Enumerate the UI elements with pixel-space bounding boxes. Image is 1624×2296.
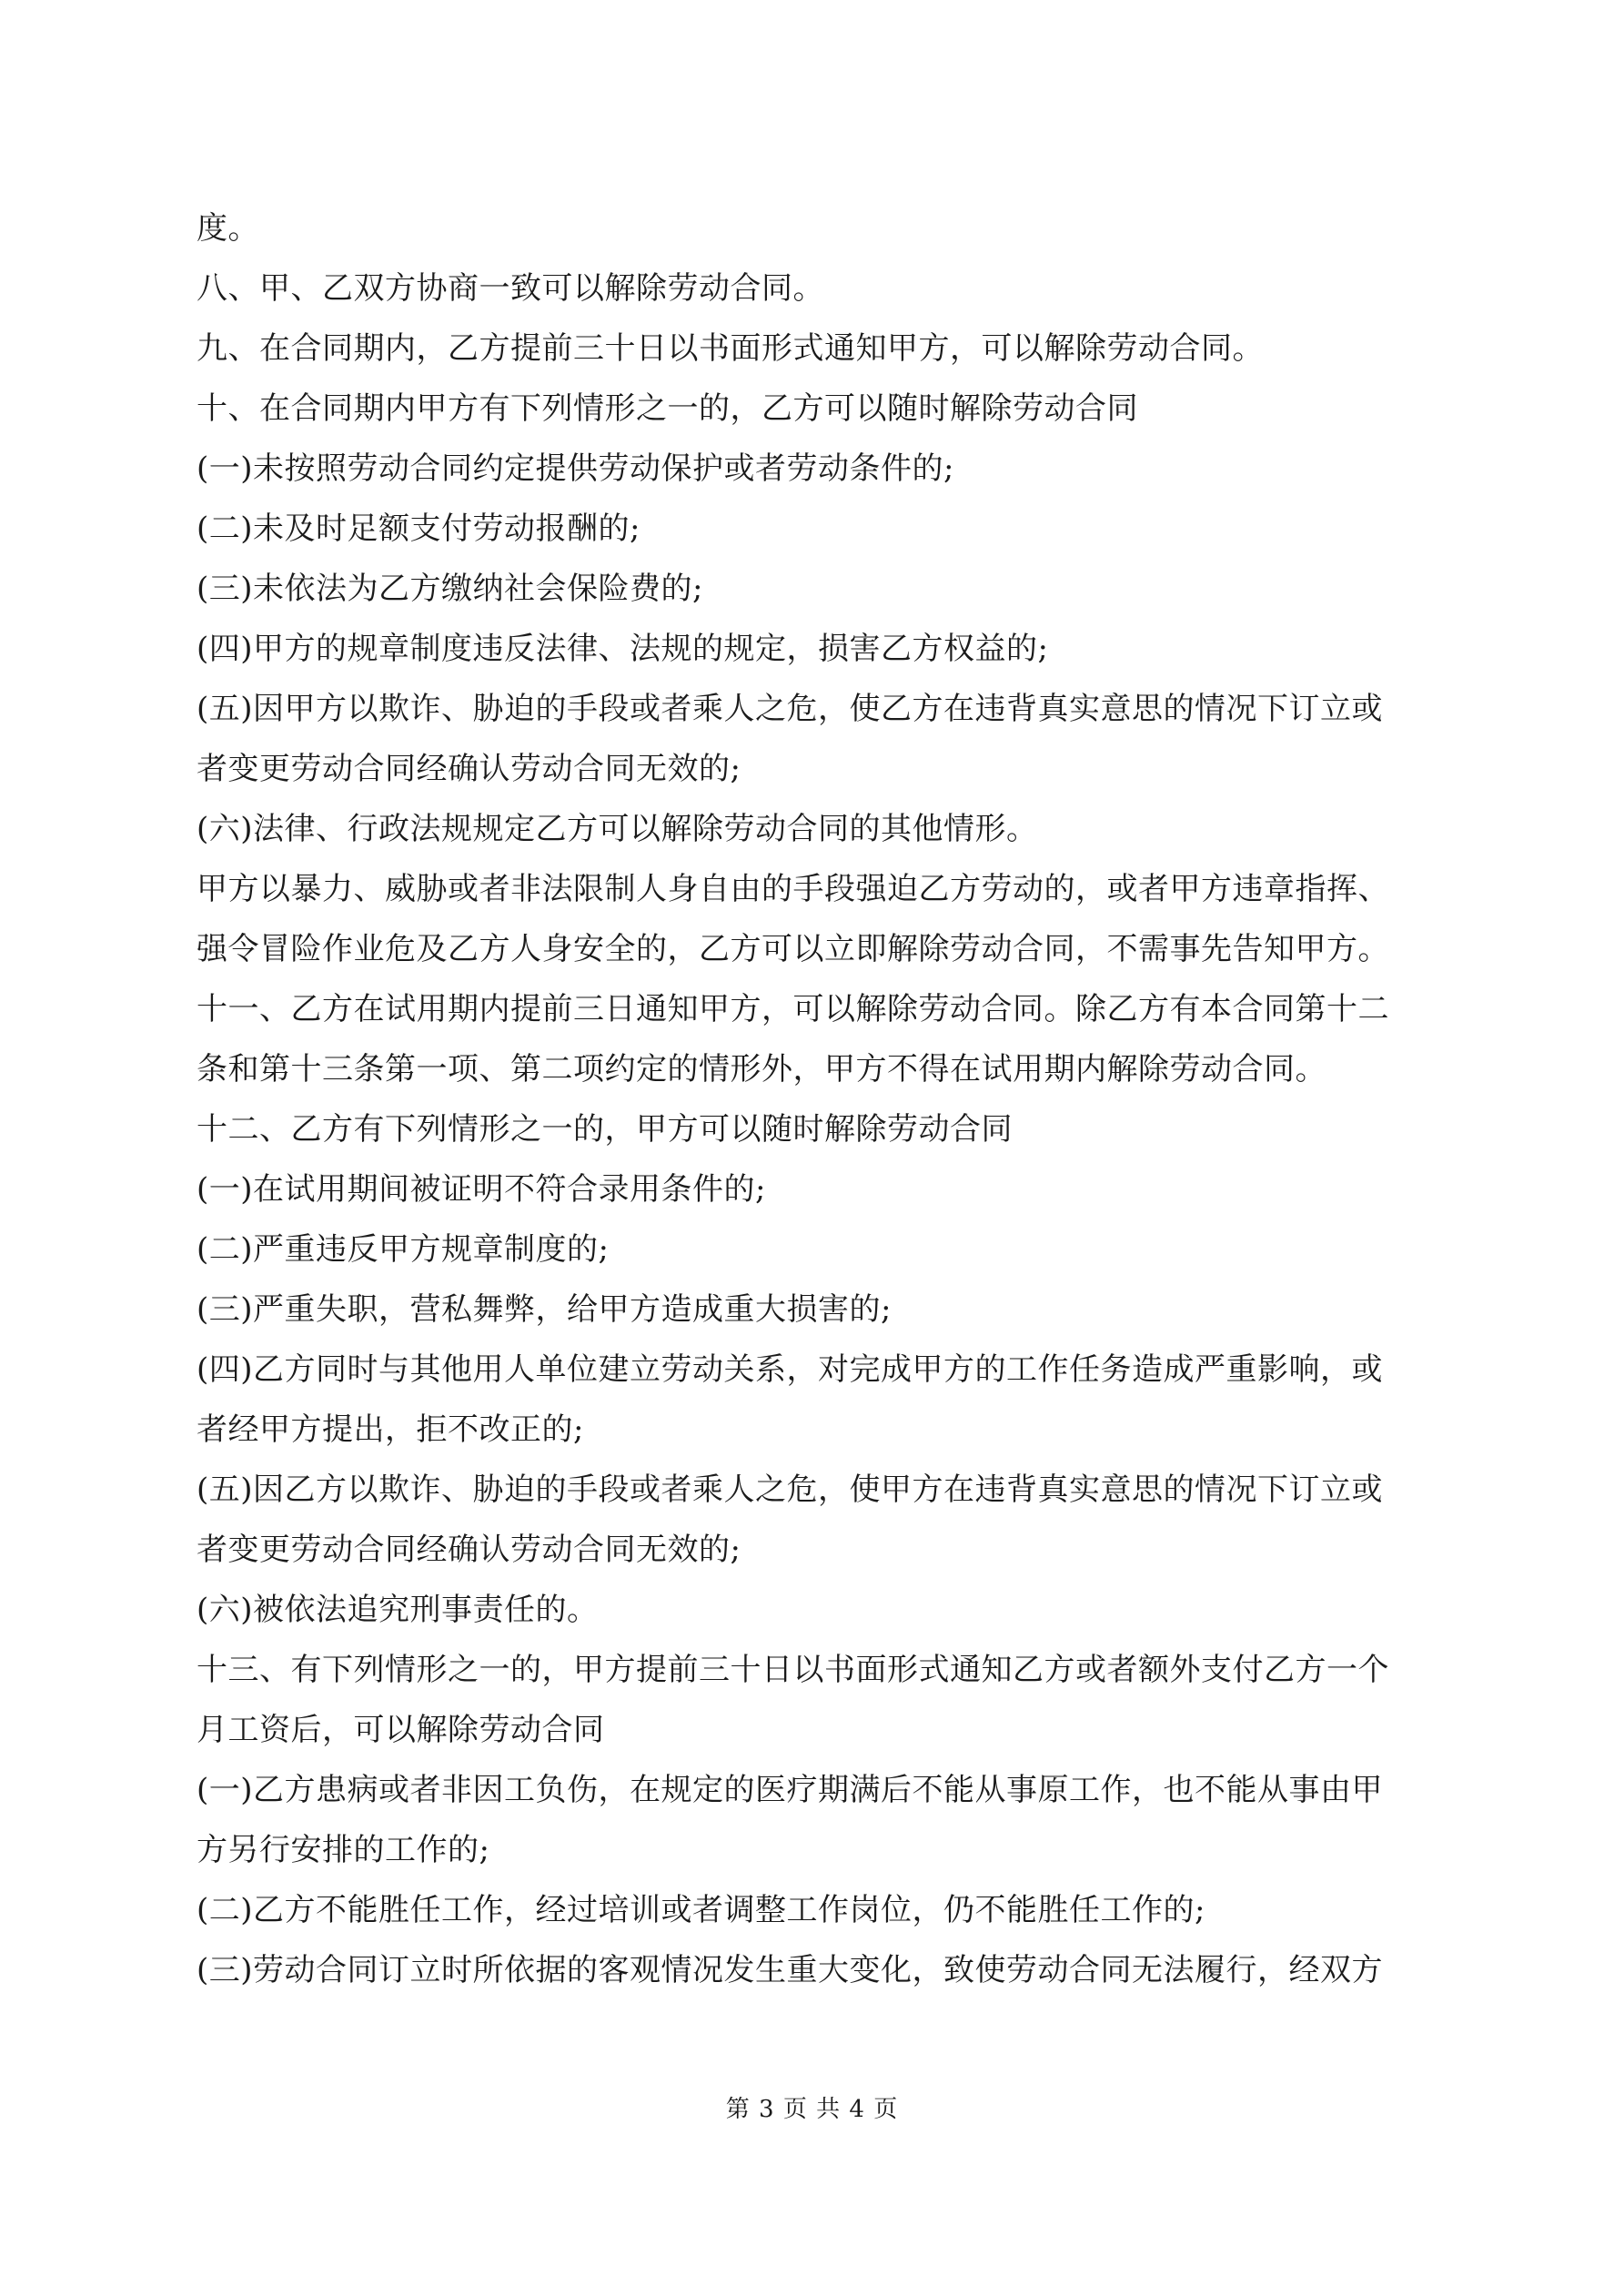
text-line: 甲方以暴力、威胁或者非法限制人身自由的手段强迫乙方劳动的，或者甲方违章指挥、	[197, 871, 1389, 907]
text-line: 方另行安排的工作的;	[197, 1832, 490, 1868]
text-line: 八、甲、乙双方协商一致可以解除劳动合同。	[197, 270, 824, 307]
text-line: (三)劳动合同订立时所依据的客观情况发生重大变化，致使劳动合同无法履行，经双方	[197, 1952, 1384, 1988]
text-line: (二)未及时足额支付劳动报酬的;	[197, 511, 641, 547]
text-line: (四)甲方的规章制度违反法律、法规的规定，损害乙方权益的;	[197, 631, 1049, 667]
text-line: (二)乙方不能胜任工作，经过培训或者调整工作岗位，仍不能胜任工作的;	[197, 1892, 1205, 1928]
text-line: (一)未按照劳动合同约定提供劳动保护或者劳动条件的;	[197, 450, 954, 487]
text-line: (一)乙方患病或者非因工负伤，在规定的医疗期满后不能从事原工作，也不能从事由甲	[197, 1772, 1384, 1808]
document-body	[197, 198, 1443, 2000]
text-line: 十二、乙方有下列情形之一的，甲方可以随时解除劳动合同	[197, 1111, 1013, 1148]
text-line: 度。	[197, 210, 259, 247]
text-line: (四)乙方同时与其他用人单位建立劳动关系，对完成甲方的工作任务造成严重影响，或	[197, 1351, 1384, 1388]
text-line: 条和第十三条第一项、第二项约定的情形外，甲方不得在试用期内解除劳动合同。	[197, 1051, 1326, 1087]
text-line: 九、在合同期内，乙方提前三十日以书面形式通知甲方，可以解除劳动合同。	[197, 330, 1264, 367]
text-line: (三)未依法为乙方缴纳社会保险费的;	[197, 571, 703, 607]
text-line: (三)严重失职，营私舞弊，给甲方造成重大损害的;	[197, 1291, 892, 1328]
text-line: 者变更劳动合同经确认劳动合同无效的;	[197, 751, 741, 787]
text-line: 十一、乙方在试用期内提前三日通知甲方，可以解除劳动合同。除乙方有本合同第十二	[197, 991, 1389, 1027]
text-line: 强令冒险作业危及乙方人身安全的，乙方可以立即解除劳动合同，不需事先告知甲方。	[197, 931, 1389, 967]
text-line: 者变更劳动合同经确认劳动合同无效的;	[197, 1532, 741, 1568]
text-line: (五)因甲方以欺诈、胁迫的手段或者乘人之危，使乙方在违背真实意思的情况下订立或	[197, 691, 1384, 727]
text-line: (一)在试用期间被证明不符合录用条件的;	[197, 1171, 766, 1208]
text-line: 十三、有下列情形之一的，甲方提前三十日以书面形式通知乙方或者额外支付乙方一个	[197, 1652, 1389, 1688]
text-line: (六)法律、行政法规规定乙方可以解除劳动合同的其他情形。	[197, 811, 1038, 847]
text-line: 月工资后，可以解除劳动合同	[197, 1712, 605, 1748]
text-line: (五)因乙方以欺诈、胁迫的手段或者乘人之危，使甲方在违背真实意思的情况下订立或	[197, 1472, 1384, 1508]
text-line: (二)严重违反甲方规章制度的;	[197, 1231, 610, 1268]
text-line: 者经甲方提出，拒不改正的;	[197, 1411, 584, 1448]
page-number-footer: 第 3 页 共 4 页	[725, 2096, 899, 2123]
text-line: 十、在合同期内甲方有下列情形之一的，乙方可以随时解除劳动合同	[197, 390, 1138, 427]
text-line: (六)被依法追究刑事责任的。	[197, 1592, 599, 1628]
